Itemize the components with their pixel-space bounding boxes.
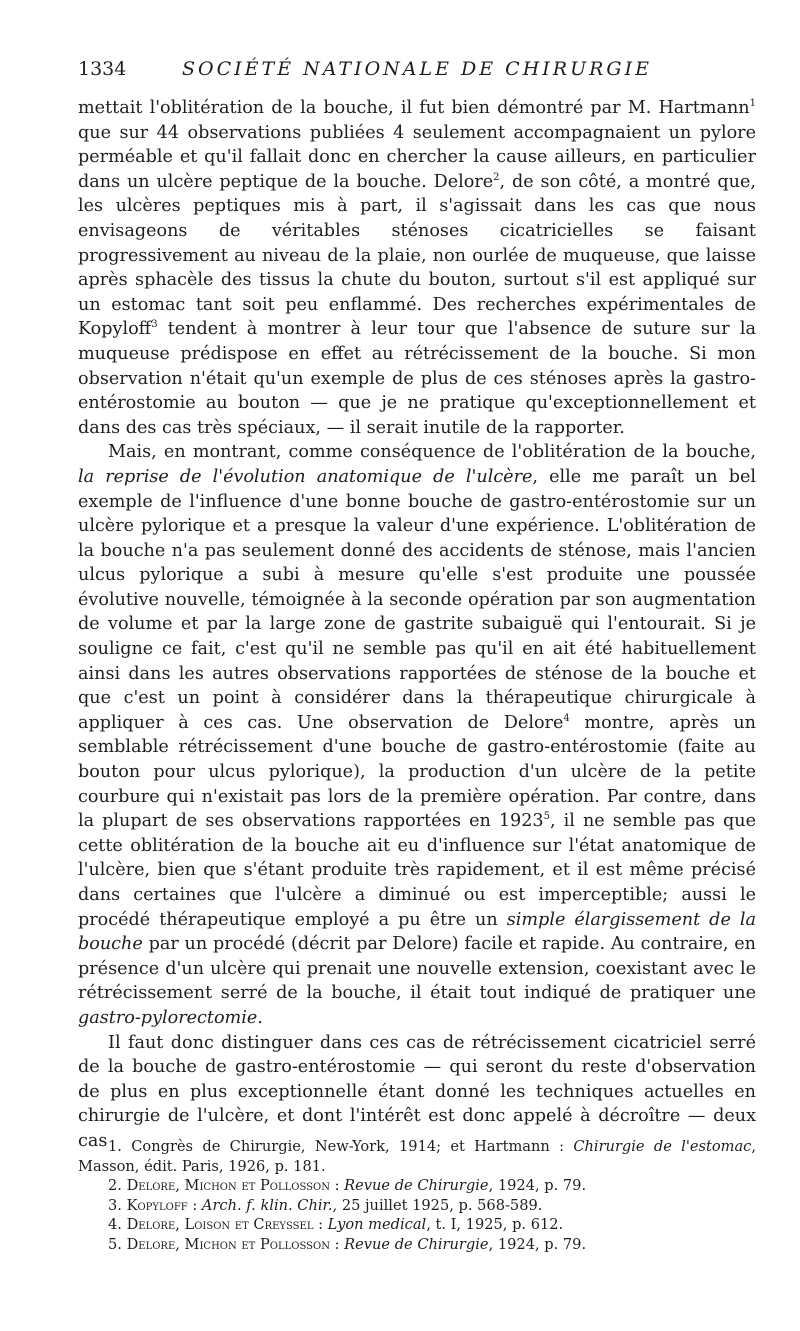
text-run: mettait l'oblitération de la bouche, il fut bien démontré par M. Hartmann <box>78 98 750 118</box>
text-run: , de son côté, a montré que, les ulcères peptiques mis à part, il s'agissait dans les cas que nous envisageons de véritables sténoses cicatricielles se faisant progressivement au niveau de la plaie, non ourlée de muqueuse, que laisse après sphacèle des tissus la chute du bouton, surtout s'il est appliqué sur un estomac tant soit peu enflammé. Des recherches expérimentales de Kopyloff <box>78 171 756 340</box>
footnote: 3. Kopyloff : Arch. f. klin. Chir., 25 juillet 1925, p. 568-589. <box>108 1196 543 1214</box>
footnote-ref: 1 <box>749 98 756 109</box>
text-run: tendent à montrer à leur tour que l'absence de suture sur la muqueuse prédispose en effet au rétrécissement de la bouche. Si mon observation n'était qu'un exemple de plus de ces sténoses après la gastro-entérostomie au bouton — que je ne pratique qu'exceptionnellement et dans des cas très spéciaux, — il serait inutile de la rapporter. <box>78 319 756 438</box>
text-run: . <box>257 1007 263 1028</box>
text-run: , il ne semble pas que cette oblitération de la bouche ait eu d'influence sur l'état anatomique de l'ulcère, bien que s'étant produite très rapidement, et il est même précisé dans certaines que l'ulcère a diminué ou est imperceptible; aussi le procédé thérapeutique employé a pu être un <box>78 811 757 930</box>
running-title: SOCIÉTÉ NATIONALE DE CHIRURGIE <box>182 58 652 80</box>
paragraph-3 <box>78 1031 756 1154</box>
paragraph-1 <box>78 96 756 440</box>
footnote-ref: 2 <box>493 171 500 183</box>
footnote-ref: 5 <box>543 811 551 823</box>
footnote: 1. Congrès de Chirurgie, New-York, 1914; et Hartmann : Chirurgie de l'estomac, Masson, édit. Paris, 1926, p. 181. <box>78 1138 756 1175</box>
page-number: 1334 <box>78 58 127 80</box>
text-run: par un procédé (décrit par Delore) facile et rapide. Au contraire, en présence d'un ulcère qui prenait une nouvelle extension, coexistant avec le rétrécissement serré de la bouche, il était tout indiqué de pratiquer une <box>78 934 756 1004</box>
page-header <box>78 58 756 84</box>
italic-run: gastro-pylorectomie <box>78 1007 258 1028</box>
text-run: que sur 44 observations publiées 4 seulement accompagnaient un pylore perméable et qu'il fallait donc en chercher la cause ailleurs, en particulier dans un ulcère peptique de la bouche. Delore <box>78 122 756 192</box>
text-run: montre, après un semblable rétrécissement d'une bouche de gastro-entérostomie (faite au bouton pour ulcus pylorique), la production d'un ulcère de la petite courbure qui n'existait pas lors de la première opération. Par contre, dans la plupart de ses observations rapportées en 1923 <box>78 712 757 832</box>
text-run: , elle me paraît un bel exemple de l'influence d'une bonne bouche de gastro-entérostomie sur un ulcère pylorique et a presque la valeur d'une expérience. L'oblitération de la bouche n'a pas seulement donné des accidents de sténose, mais l'ancien ulcus pylorique a subi à mesure qu'elle s'est produite une poussée évolutive nouvelle, témoignée à la seconde opération par son augmentation de volume et par la large zone de gastrite subaiguë qui l'entourait. Si je souligne ce fait, c'est qu'il ne semble pas qu'il en ait été habituellement ainsi dans les autres observations rapportées de sténose de la bouche et que c'est un point à considérer dans la thérapeutique chirurgicale à appliquer à ces cas. Une observation de Delore <box>78 466 756 733</box>
footnote: 5. Delore, Michon et Pollosson : Revue de Chirurgie, 1924, p. 79. <box>108 1235 587 1253</box>
text-run: Mais, en montrant, comme conséquence de l'oblitération de la bouche, <box>108 442 756 463</box>
footnotes <box>78 1137 756 1255</box>
italic-run: simple élargissement de la bouche <box>78 909 756 955</box>
footnote: 2. Delore, Michon et Pollosson : Revue de Chirurgie, 1924, p. 79. <box>108 1177 587 1195</box>
paragraph-2 <box>78 440 756 1030</box>
text-run: Il faut donc distinguer dans ces cas de rétrécissement cicatriciel serré de la bouche de gastro-entérostomie — qui seront du reste d'observation de plus en plus exceptionnelle étant donné les techniques actuelles en chirurgie de l'ulcère, et dont l'intérêt est donc appelé à décroître — deux cas <box>78 1032 756 1151</box>
footnote-ref: 3 <box>151 319 158 331</box>
body-text <box>78 96 756 1154</box>
footnote: 4. Delore, Loison et Creyssel : Lyon medical, t. I, 1925, p. 612. <box>108 1216 564 1234</box>
italic-run: la reprise de l'évolution anatomique de l'ulcère <box>78 466 533 487</box>
footnote-ref: 4 <box>563 712 570 724</box>
